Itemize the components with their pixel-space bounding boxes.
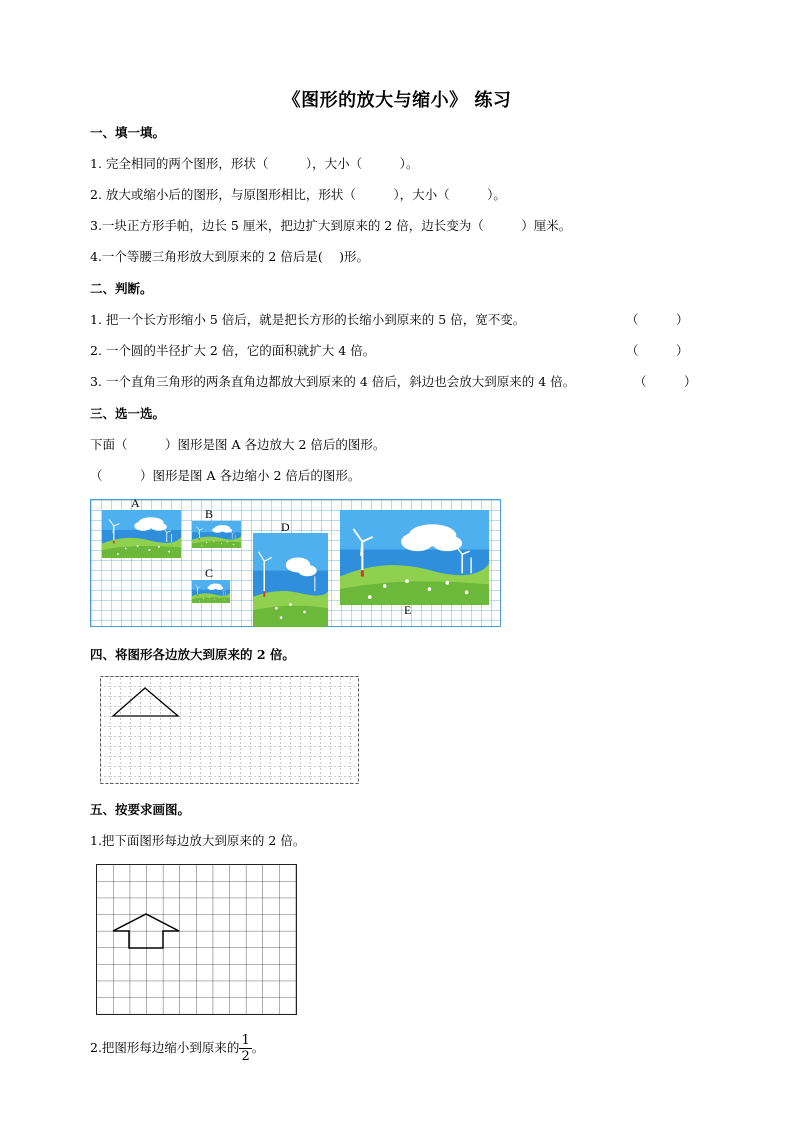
label-a: A <box>131 496 140 510</box>
judge-answer-2: （ ） <box>626 343 689 358</box>
fraction-numerator: 1 <box>241 1033 250 1048</box>
picture-grid <box>90 496 501 627</box>
section-4-heading: 四、将图形各边放大到原来的 2 倍。 <box>90 647 295 662</box>
picture-grid-svg <box>90 499 501 627</box>
solid-grid-draw <box>96 864 297 1015</box>
label-d: D <box>281 520 290 534</box>
section-5-heading: 五、按要求画图。 <box>90 802 191 817</box>
dashed-grid-enlarge <box>100 676 359 784</box>
choose-question-1: 下面（ ）图形是图 A 各边放大 2 倍后的图形。 <box>90 437 386 452</box>
page-title: 《图形的放大与缩小》 练习 <box>282 90 512 111</box>
judge-question-1: 1. 把一个长方形缩小 5 倍后，就是把长方形的长缩小到原来的 5 倍，宽不变。 <box>90 312 526 327</box>
picture-b[interactable] <box>192 521 241 548</box>
judge-question-2: 2. 一个圆的半径扩大 2 倍，它的面积就扩大 4 倍。 <box>90 343 376 358</box>
fill-question-1: 1. 完全相同的两个图形，形状（ ），大小（ ）。 <box>90 156 419 171</box>
fill-question-4: 4.一个等腰三角形放大到原来的 2 倍后是( )形。 <box>90 249 370 264</box>
choose-question-2: （ ）图形是图 A 各边缩小 2 倍后的图形。 <box>90 468 361 483</box>
section-3-heading: 三、选一选。 <box>90 406 166 421</box>
draw-question-2-suffix: 。 <box>251 1040 265 1055</box>
dashed-grid-svg <box>100 676 359 784</box>
solid-grid-svg <box>96 864 297 1015</box>
judge-answer-3: （ ） <box>634 374 697 389</box>
picture-c[interactable] <box>192 580 230 603</box>
judge-answer-1: （ ） <box>626 312 689 327</box>
fraction-one-half <box>239 1033 251 1064</box>
picture-e[interactable] <box>340 510 489 605</box>
draw-question-2-prefix: 2.把图形每边缩小到原来的 <box>90 1040 240 1055</box>
section-1-heading: 一、填一填。 <box>90 125 166 140</box>
label-b: B <box>205 507 214 521</box>
draw-question-1: 1.把下面图形每边放大到原来的 2 倍。 <box>90 833 306 848</box>
fill-question-3: 3.一块正方形手帕，边长 5 厘米，把边扩大到原来的 2 倍，边长变为（ ）厘米。 <box>90 218 572 233</box>
judge-question-3: 3. 一个直角三角形的两条直角边都放大到原来的 4 倍后，斜边也会放大到原来的 4 倍。 <box>90 374 576 389</box>
draw-question-2 <box>90 1032 264 1064</box>
label-e: E <box>404 603 412 617</box>
fill-question-2: 2. 放大或缩小后的图形，与原图形相比，形状（ ），大小（ ）。 <box>90 187 506 202</box>
label-c: C <box>205 566 214 580</box>
section-2-heading: 二、判断。 <box>90 281 153 296</box>
fraction-denominator: 2 <box>241 1049 250 1064</box>
picture-d[interactable] <box>253 533 328 627</box>
picture-a[interactable] <box>102 510 181 558</box>
